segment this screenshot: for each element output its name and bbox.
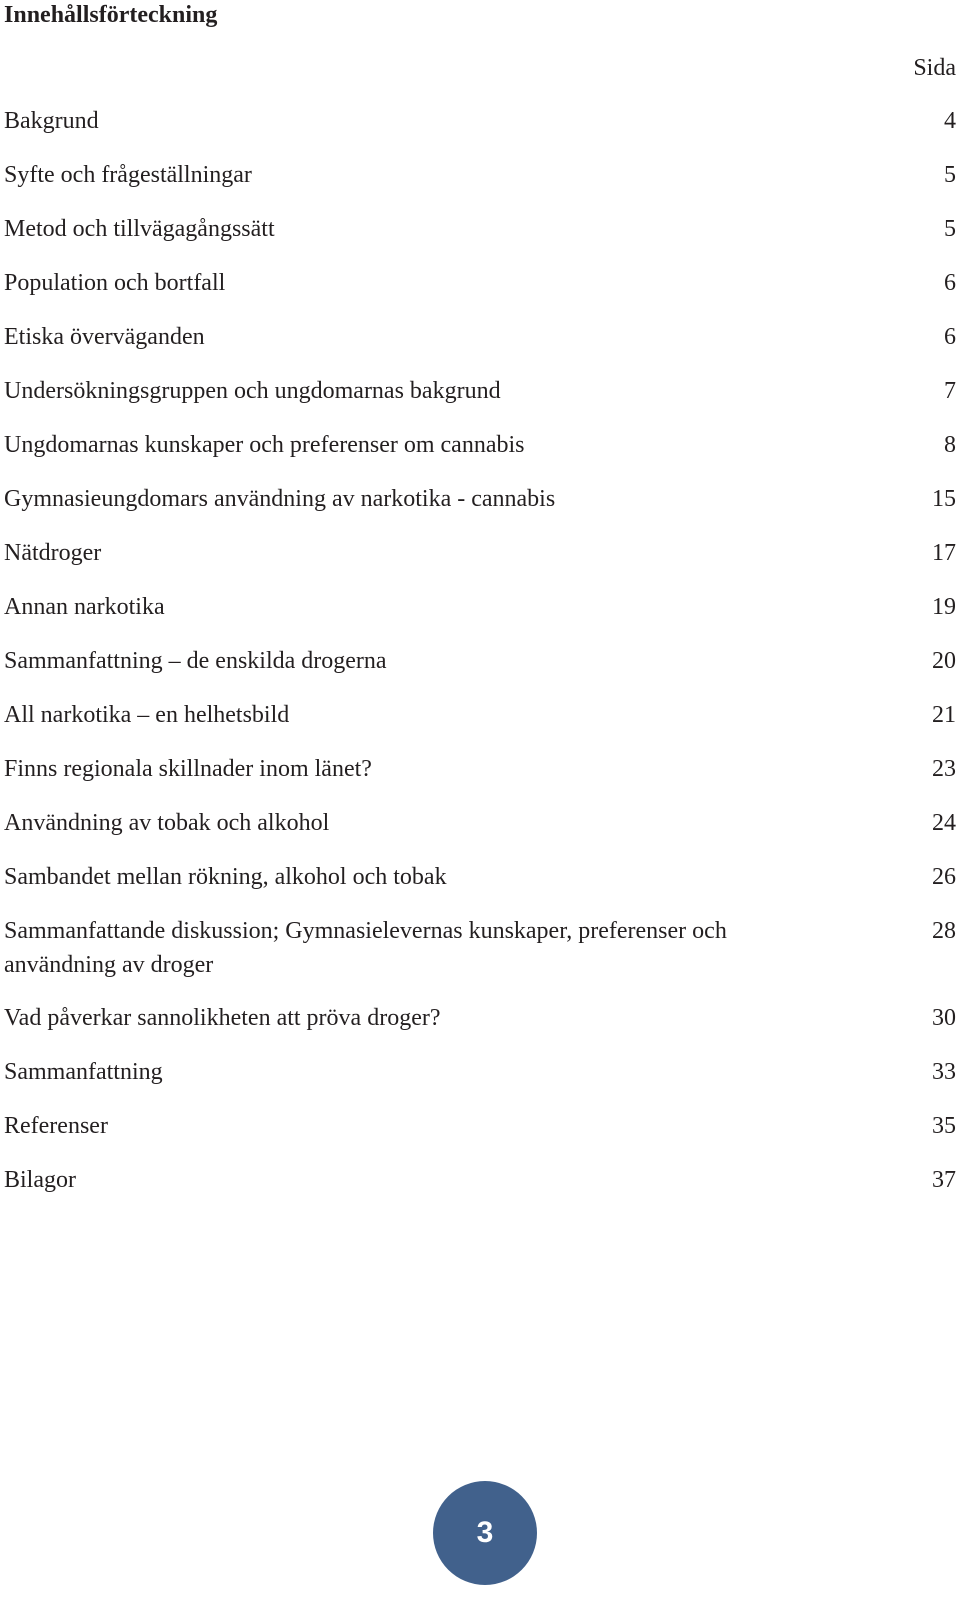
toc-entry (4, 806, 956, 840)
toc-entry-title: Ungdomarnas kunskaper och preferenser om cannabis (4, 432, 525, 458)
toc-entry-title: Metod och tillvägagångssätt (4, 216, 275, 242)
toc-entry-page: 8 (944, 432, 956, 458)
toc-entry-page: 6 (944, 324, 956, 350)
toc-entry-title: Sammanfattande diskussion; Gymnasielevernas kunskaper, preferenser och användning av droger (4, 918, 727, 978)
toc-entry-page: 28 (932, 918, 956, 944)
toc-entry-title: All narkotika – en helhetsbild (4, 702, 290, 728)
toc-entry (4, 428, 956, 462)
page-column-label: Sida (913, 55, 956, 81)
toc-entry-page: 4 (944, 108, 956, 134)
toc-entry-page: 26 (932, 864, 956, 890)
toc-entry (4, 320, 956, 354)
toc-entry (4, 104, 956, 138)
toc-entry-page: 24 (932, 810, 956, 836)
toc-entry-title: Nätdroger (4, 540, 102, 566)
toc-entry-page: 33 (932, 1059, 956, 1085)
toc-entry (4, 698, 956, 732)
toc-entry-title: Vad påverkar sannolikheten att pröva droger? (4, 1005, 441, 1031)
toc-entry (4, 536, 956, 570)
toc-entry-page: 23 (932, 756, 956, 782)
toc-entry-title: Undersökningsgruppen och ungdomarnas bakgrund (4, 378, 501, 404)
toc-entry-page: 5 (944, 162, 956, 188)
toc-entry-page: 37 (932, 1167, 956, 1193)
toc-entry-title: Sambandet mellan rökning, alkohol och tobak (4, 864, 447, 890)
toc-entry (4, 374, 956, 408)
toc-entry-title: Annan narkotika (4, 594, 165, 620)
toc-entry-page: 19 (932, 594, 956, 620)
page-number-badge (433, 1481, 537, 1585)
toc-entry (4, 212, 956, 246)
toc-entry (4, 1163, 956, 1197)
toc-entry (4, 644, 956, 678)
toc-entry-page: 6 (944, 270, 956, 296)
toc-entry-page: 15 (932, 486, 956, 512)
toc-entry-title: Etiska överväganden (4, 324, 205, 350)
toc-entry (4, 590, 956, 624)
toc-entry-title: Sammanfattning – de enskilda drogerna (4, 648, 387, 674)
toc-entry (4, 1001, 956, 1035)
toc-entry-title: Referenser (4, 1113, 108, 1139)
toc-entry (4, 914, 956, 982)
toc-entry (4, 1055, 956, 1089)
toc-entry (4, 860, 956, 894)
toc-entry-page: 20 (932, 648, 956, 674)
toc-entry-page: 5 (944, 216, 956, 242)
toc-heading: Innehållsförteckning (4, 2, 218, 28)
toc-entry-page: 35 (932, 1113, 956, 1139)
toc-entry (4, 752, 956, 786)
toc-entry (4, 1109, 956, 1143)
toc-entry-title: Population och bortfall (4, 270, 226, 296)
toc-entry-page: 21 (932, 702, 956, 728)
toc-entry-title: Finns regionala skillnader inom länet? (4, 756, 372, 782)
toc-entry-page: 7 (944, 378, 956, 404)
toc-entry-title: Bilagor (4, 1167, 76, 1193)
toc-entry-title: Gymnasieungdomars användning av narkotika - cannabis (4, 486, 556, 512)
toc-entry-page: 17 (932, 540, 956, 566)
toc-entry-title: Användning av tobak och alkohol (4, 810, 330, 836)
toc-entry-title: Sammanfattning (4, 1059, 163, 1085)
toc-entry-title: Syfte och frågeställningar (4, 162, 252, 188)
toc-entry-title: Bakgrund (4, 108, 99, 134)
toc-entry-page: 30 (932, 1005, 956, 1031)
toc-entry (4, 158, 956, 192)
toc-entry (4, 266, 956, 300)
page-number: 3 (476, 1516, 494, 1549)
toc-entry (4, 482, 956, 516)
